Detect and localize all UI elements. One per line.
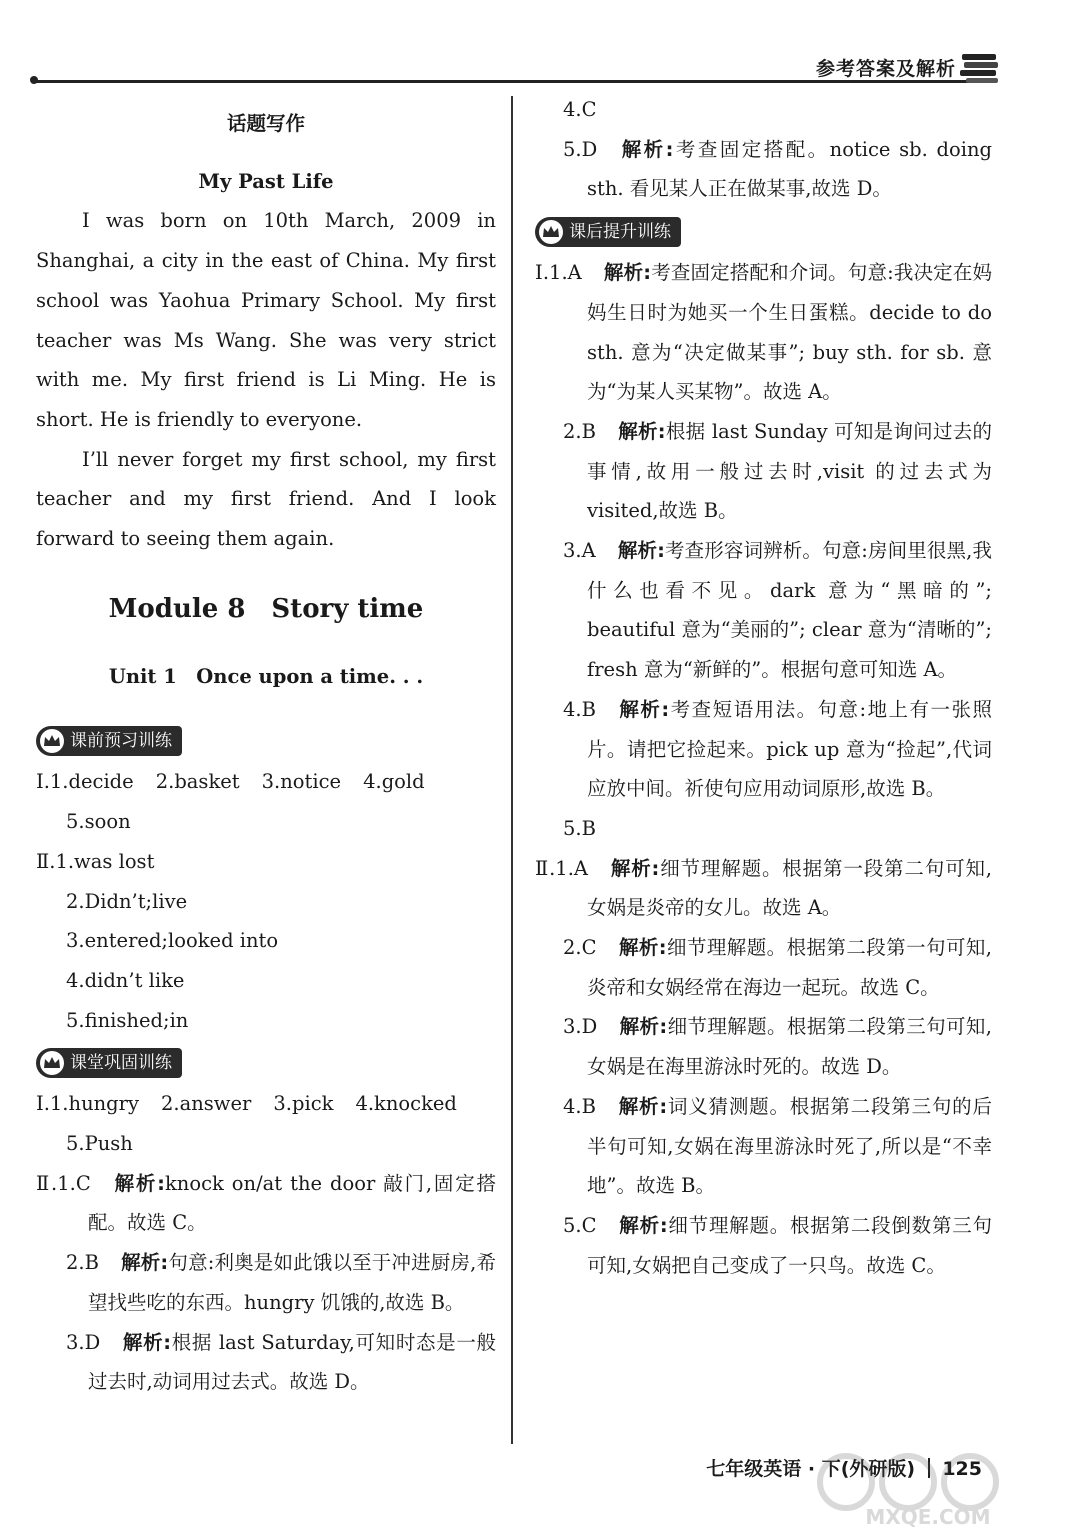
answer-line: Ⅱ.1.was lost [36, 849, 155, 873]
page-number: 125 [942, 1458, 982, 1480]
answer-line: 4.didn’t like [66, 968, 185, 992]
right-column [535, 100, 992, 1285]
answer-item: 4.B 解析:词义猜测题。根据第二段第三句的后半句可知,女娲在海里游泳时死了,所以是“不幸地”。故选 B。 [563, 1094, 992, 1198]
answer-item: 2.C 解析:细节理解题。根据第二段第一句可知,炎帝和女娲经常在海边一起玩。故选 C。 [563, 936, 992, 999]
crown-icon [40, 729, 64, 753]
answer-item: 4.B 解析:考查短语用法。句意:地上有一张照片。请把它捡起来。pick up 意为“捡起”,代词应放中间。祈使句应用动词原形,故选 B。 [563, 697, 992, 801]
answer-item: Ⅱ.1.C 解析:knock on/at the door 敲门,固定搭配。故选 C。 [36, 1171, 496, 1235]
answer-item: 5.D 解析:考查固定搭配。notice sb. doing sth. 看见某人正在做某事,故选 D。 [563, 137, 992, 201]
answer-line: 5.B [563, 816, 596, 840]
answer-line: 5.soon [66, 810, 131, 834]
crown-icon [539, 220, 563, 244]
left-column [36, 100, 496, 1402]
banner-label: 课堂巩固训练 [70, 1053, 172, 1074]
answer-item: Ⅰ.1.A 解析:考查固定搭配和介词。句意:我决定在妈妈生日时为她买一个生日蛋糕。decide to do sth. 意为“决定做某事”; buy sth. for sb. 意为“为某人买某物”。故选 A。 [535, 261, 992, 404]
watermark-text: MXQE.COM [865, 1505, 991, 1528]
section-banner-pre-class [36, 726, 182, 756]
answer-item: 3.D 解析:根据 last Saturday,可知时态是一般过去时,动词用过去式。故选 D。 [66, 1330, 496, 1394]
answer-item: 5.C 解析:细节理解题。根据第二段倒数第三句可知,女娲把自己变成了一只鸟。故选 C。 [563, 1213, 992, 1277]
column-divider [511, 96, 513, 1444]
answer-item: Ⅱ.1.A 解析:细节理解题。根据第一段第二句可知,女娲是炎帝的女儿。故选 A。 [535, 856, 993, 920]
essay-paragraph-1: I was born on 10th March, 2009 in Shanghai, a city in the east of China. My first school was Yaohua Primary School. My first teacher was Ms Wang. She was very strict with me. My first friend is Li Ming. He is short. He is friendly to everyone. [36, 209, 496, 431]
answer-item: 3.A 解析:考查形容词辨析。句意:房间里很黑,我什么也看不见。dark 意为“黑暗的”; beautiful 意为“美丽的”; clear 意为“清晰的”; fresh 意为“新鲜的”。根据句意可知选 A。 [563, 539, 992, 682]
section-banner-after-class [535, 217, 681, 247]
answer-line: 5.finished;in [66, 1008, 189, 1032]
banner-label: 课前预习训练 [70, 731, 172, 752]
module-title: Module 8 Story time [108, 593, 424, 624]
essay-title: My Past Life [198, 169, 334, 193]
writing-heading: 话题写作 [226, 112, 305, 135]
section-banner-in-class [36, 1048, 182, 1078]
banner-label: 课后提升训练 [569, 222, 671, 243]
answer-line: Ⅰ.1.hungry 2.answer 3.pick 4.knocked [36, 1092, 457, 1116]
answer-line: 4.C [563, 98, 597, 121]
header-label: 参考答案及解析 [815, 58, 956, 80]
answer-line: 5.Push [66, 1132, 133, 1156]
answer-line: Ⅰ.1.decide 2.basket 3.notice 4.gold [36, 770, 425, 794]
essay-paragraph-2: I’ll never forget my first school, my first teacher and my first friend. And I look forward to seeing them again. [36, 447, 496, 551]
footer-label: 七年级英语 · 下(外研版) [706, 1458, 916, 1480]
watermark-logo [808, 1448, 1048, 1528]
answer-item: 2.B 解析:根据 last Sunday 可知是询问过去的事情,故用一般过去时,visit 的过去式为 visited,故选 B。 [563, 419, 992, 523]
answer-item: 2.B 解析:句意:利奥是如此饿以至于冲进厨房,希望找些吃的东西。hungry 饥饿的,故选 B。 [66, 1251, 496, 1314]
crown-icon [40, 1051, 64, 1075]
answer-line: 3.entered;looked into [66, 929, 279, 953]
unit-title: Unit 1 Once upon a time. . . [108, 664, 424, 688]
answer-item: 3.D 解析:细节理解题。根据第二段第三句可知,女娲是在海里游泳时死的。故选 D。 [563, 1015, 992, 1079]
answer-line: 2.Didn’t;live [66, 889, 188, 913]
books-icon [960, 50, 1000, 84]
